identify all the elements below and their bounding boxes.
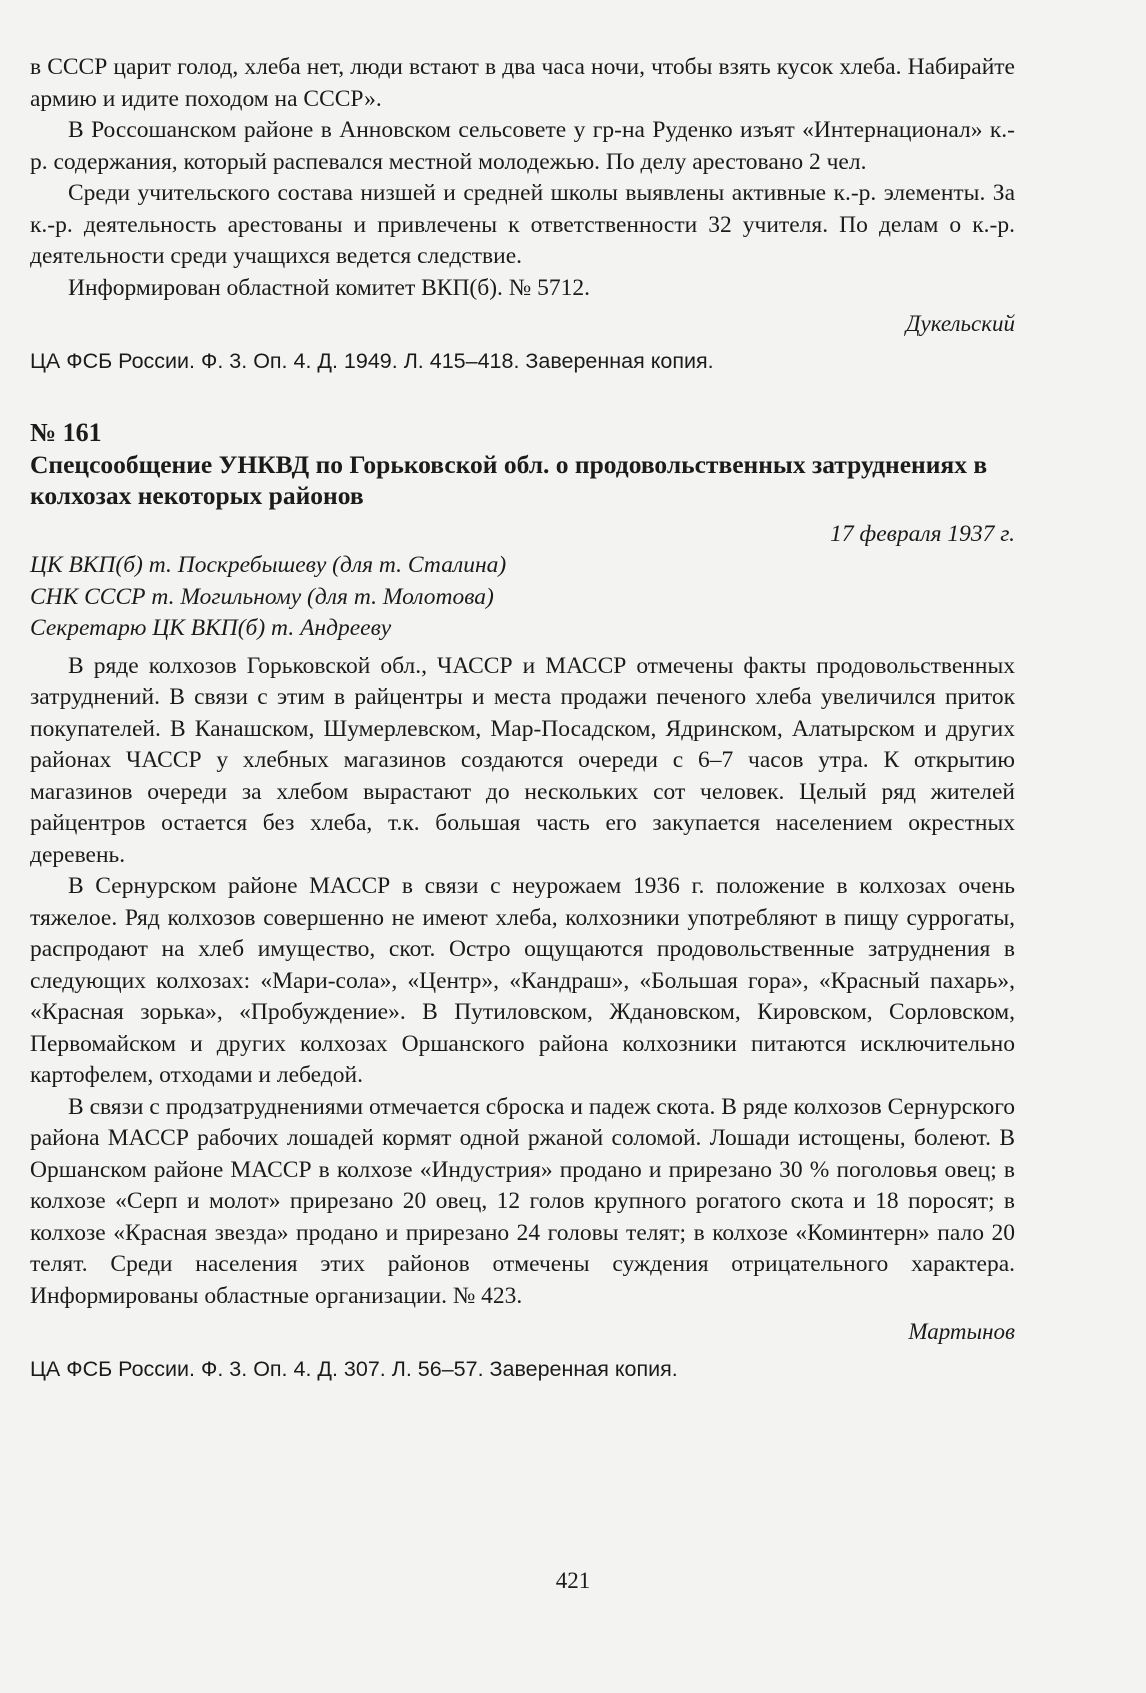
addressee: Секретарю ЦК ВКП(б) т. Андрееву: [30, 615, 392, 641]
previous-document-ending: [30, 52, 1015, 376]
archive-source: ЦА ФСБ России. Ф. 3. Оп. 4. Д. 307. Л. 56–57. Заверенная копия.: [30, 1357, 678, 1381]
page-number: 421: [555, 1568, 591, 1593]
paragraph: в СССР царит голод, хлеба нет, люди встают в два часа ночи, чтобы взять кусок хлеба. Набирайте армию и идите походом на СССР».: [30, 54, 1015, 112]
signature: Мартынов: [908, 1319, 1015, 1344]
paragraph: В связи с продзатруднениями отмечается сброска и падеж скота. В ряде колхозов Сернурского района МАССР рабочих лошадей кормят одной ржаной соломой. Лошади истощены, болеют. В Оршанском районе МАССР в колхозе «Индустрия» продано и прирезано 30 % поголовья овец; в колхозе «Серп и молот» прирезано 20 овец, 12 голов крупного рогатого скота и 18 поросят; в колхозе «Красная звезда» продано и прирезано 24 головы телят; в колхозе «Коминтерн» пало 20 телят. Среди населения этих районов отмечены суждения отрицательного характера. Информированы областные организации. № 423.: [30, 1093, 1015, 1309]
document-161: [30, 418, 1015, 1384]
signature: Дукельский: [905, 311, 1015, 336]
archive-source: ЦА ФСБ России. Ф. 3. Оп. 4. Д. 1949. Л. 415–418. Заверенная копия.: [30, 349, 714, 373]
paragraph: В Россошанском районе в Анновском сельсовете у гр-на Руденко изъят «Интернационал» к.-р. содержания, который распевался местной молодежью. По делу арестовано 2 чел.: [30, 117, 1015, 175]
addressee-list: [30, 550, 1015, 645]
addressee: СНК СССР т. Могильному (для т. Молотова): [30, 583, 494, 610]
document-title: Спецсообщение УНКВД по Горьковской обл. о продовольственных затруднениях в колхозах некоторых районов: [30, 450, 988, 510]
book-page: [30, 52, 1015, 1384]
document-number: № 161: [30, 418, 102, 447]
paragraph: В ряде колхозов Горьковской обл., ЧАССР и МАССР отмечены факты продовольственных затруднений. В связи с этим в райцентры и места продажи печеного хлеба увеличился приток покупателей. В Канашском, Шумерлевском, Мар-Посадском, Ядринском, Алатырском и других районах ЧАССР у хлебных магазинов создаются очереди с 6–7 часов утра. К открытию магазинов очереди за хлебом вырастают до нескольких сот человек. Целый ряд жителей райцентров остается без хлеба, т.к. большая часть его закупается населением окрестных деревень.: [30, 652, 1015, 868]
paragraph: В Сернурском районе МАССР в связи с неурожаем 1936 г. положение в колхозах очень тяжелое. Ряд колхозов совершенно не имеют хлеба, колхозники употребляют в пищу суррогаты, распродают на хлеб имущество, скот. Остро ощущаются продовольственные затруднения в следующих колхозах: «Мари-сола», «Центр», «Кандраш», «Большая гора», «Красный пахарь», «Красная зорька», «Пробуждение». В Путиловском, Ждановском, Кировском, Сорловском, Первомайском и других колхозах Оршанского района колхозники питаются исключительно картофелем, отходами и лебедой.: [30, 873, 1015, 1088]
paragraph: Среди учительского состава низшей и средней школы выявлены активные к.-р. элементы. За к.-р. деятельность арестованы и привлечены к ответственности 32 учителя. По делам о к.-р. деятельности среди учащихся ведется следствие.: [30, 180, 1015, 269]
paragraph: Информирован областной комитет ВКП(б). № 5712.: [68, 274, 590, 301]
addressee: ЦК ВКП(б) т. Поскребышеву (для т. Сталина): [30, 552, 507, 578]
document-date: 17 февраля 1937 г.: [830, 521, 1015, 547]
